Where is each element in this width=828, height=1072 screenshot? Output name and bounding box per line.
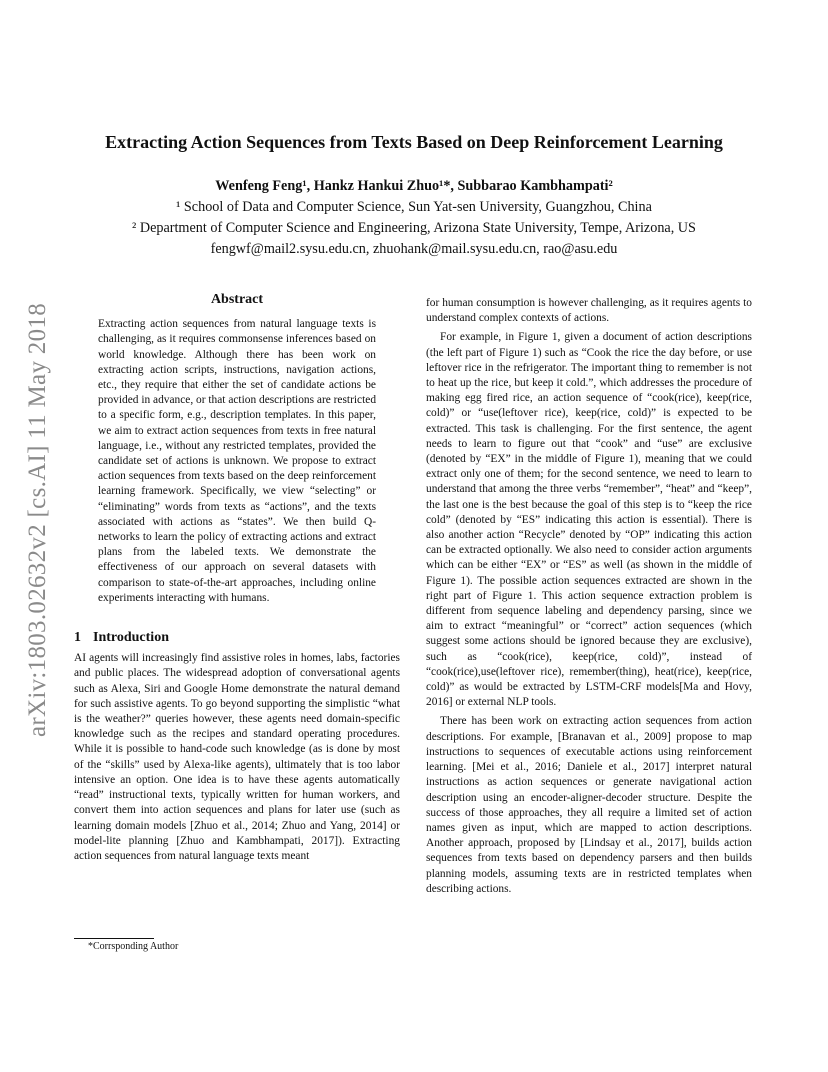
affiliation-1: ¹ School of Data and Computer Science, Sun Yat-sen University, Guangzhou, China: [176, 199, 652, 215]
right-column: [426, 296, 752, 897]
author-names: Wenfeng Feng¹, Hankz Hankui Zhuo¹*, Subbarao Kambhampati²: [215, 178, 613, 194]
affiliation-2: ² Department of Computer Science and Engineering, Arizona State University, Tempe, Arizona, US: [132, 220, 696, 236]
footnote-rule: [74, 938, 154, 939]
arxiv-stamp: [20, 280, 56, 760]
author-emails: fengwf@mail2.sysu.edu.cn, zhuohank@mail.sysu.edu.cn, rao@asu.edu: [210, 241, 618, 257]
intro-paragraph-3: There has been work on extracting action sequences from action descriptions. For example, [Branavan et al., 2009] propose to map instructions to sequences of executable actions using reinforcement learning. [Mei et al., 2016; Daniele et al., 2017] interpret natural instructions as action sequences or generate navigational action description using an encoder-aligner-decoder structure. Despite the success of those approaches, they all require a limited set of action names given as input, which are mapped to action descriptions. Another approach, proposed by [Lindsay et al., 2017], builds action sequences from texts based on dependency parsers and then builds planning models, assuming texts are in restricted templates when describing actions.: [426, 715, 752, 895]
abstract-heading: Abstract: [210, 292, 264, 307]
left-column: [74, 292, 400, 864]
footnote: *Corrsponding Author: [88, 941, 179, 952]
section-title: Introduction: [93, 630, 169, 646]
intro-paragraph-2: For example, in Figure 1, given a document of action descriptions (the left part of Figure 1) such as “Cook the rice the day before, or use leftover rice in the refrigerator. The important thing to remember is not to heat up the rice, but keep it cold.”, which addresses the procedure of making egg fired rice, an action sequence of “cook(rice), keep(rice, cold)” or “use(leftover rice), keep(rice, cold)” is expected to be extracted. This task is challenging. For the first sentence, the agent needs to learn to figure out that “cook” and “use” are exclusive (denoted by “EX” in the middle of Figure 1), meaning that we could extract only one of them; for the second sentence, we need to learn to understand that among the three verbs “remember”, “heat” and “keep”, the last one is the best because the goal of this step is to “keep the rice cold” (denoted by “ES” indicating this action is essential). There is also another action “Recycle” denoted by “OP” indicating this action can be extracted optionally. We also need to consider action arguments which can be either “EX” or “ES” as well (as shown in the middle of Figure 1). The possible action sequences extracted are shown in the right part of Figure 1. This action sequence extraction problem is different from sequence labeling and dependency parsing, since we aim to extract “meaningful” or “correct” action sequences (which suggest some actions should be ignored because they are exclusive), such as “cook(rice), keep(rice, cold)”, instead of “cook(rice),use(leftover rice), remember(thing), heat(rice), keep(rice, cold)” as would be extracted by LSTM-CRF models[Ma and Hovy, 2016] or external NLP tools.: [426, 331, 752, 709]
paper-title: Extracting Action Sequences from Texts Based on Deep Reinforcement Learning: [105, 132, 723, 152]
intro-paragraph-1: AI agents will increasingly find assistive roles in homes, labs, factories and public places. The widespread adoption of conversational agents such as Alexa, Siri and Google Home demonstrate the natural demand for such assistive agents. To go beyond supporting the simplistic “what is the weather?” queries however, these agents need domain-specific knowledge such as the recipes and standard operating procedures. While it is possible to hand-code such knowledge (as is done by most of the “skills” used by Alexa-like agents), ultimately that is too labor intensive an option. One idea is to have these agents automatically “read” instructional texts, typically written for human workers, and convert them into action sequences and plans for later use (such as learning domain models [Zhuo et al., 2014; Zhuo and Yang, 2014] or model-lite planning [Zhuo and Kambhampati, 2017]). Extracting action sequences from natural language texts meant: [74, 652, 400, 862]
author-block: [60, 176, 768, 260]
abstract-text: Extracting action sequences from natural language texts is challenging, as it requires commonsense inferences based on world knowledge. Although there has been work on extracting action scripts, instructions, navigation actions, etc., they require that either the set of candidate actions be provided in advance, or that action descriptions are restricted to a specific form, e.g., description templates. In this paper, we aim to extract action sequences from texts in free natural language, i.e., without any restricted templates, provided the candidate set of actions is unknown. We propose to extract action sequences from texts based on the deep reinforcement learning framework. Specifically, we view “selecting” or “eliminating” words from texts as “actions”, and the texts associated with actions as “states”. We then build Q-networks to learn the policy of extracting actions and extract plans from the labeled texts. We demonstrate the effectiveness of our approach on several datasets with comparison to state-of-the-art approaches, including online experiments interacting with humans.: [98, 318, 377, 604]
section-number: 1: [74, 630, 81, 646]
intro-paragraph-continued: for human consumption is however challenging, as it requires agents to understand complex contexts of actions.: [426, 297, 752, 325]
section-heading-introduction: [74, 630, 400, 645]
arxiv-id: arXiv:1803.02632v2 [cs.AI] 11 May 2018: [24, 302, 51, 738]
